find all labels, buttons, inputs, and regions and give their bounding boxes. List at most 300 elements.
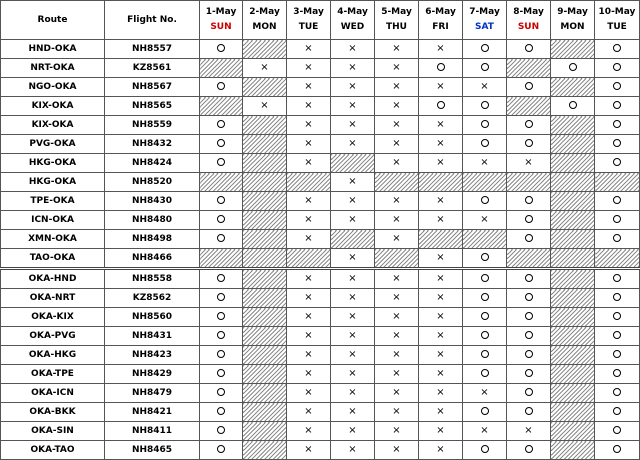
cancelled-cell <box>287 384 331 403</box>
cancelled-cell <box>419 365 463 384</box>
cross-icon: × <box>436 387 445 398</box>
flight-number-cell: KZ8562 <box>105 289 200 308</box>
route-cell: XMN-OKA <box>1 230 105 249</box>
circle-icon <box>613 274 621 282</box>
circle-icon <box>613 215 621 223</box>
cancelled-cell <box>287 230 331 249</box>
no-service-cell <box>200 249 243 269</box>
flight-number-cell: NH8423 <box>105 346 200 365</box>
no-service-cell <box>243 135 287 154</box>
operating-cell <box>463 403 507 422</box>
circle-icon <box>525 120 533 128</box>
flight-number-cell: NH8465 <box>105 441 200 460</box>
operating-cell <box>463 40 507 59</box>
cross-icon: × <box>392 444 401 455</box>
operating-cell <box>595 40 640 59</box>
cross-icon: × <box>304 233 313 244</box>
circle-icon <box>217 234 225 242</box>
date-header <box>551 1 595 40</box>
route-cell: OKA-NRT <box>1 289 105 308</box>
circle-icon <box>525 312 533 320</box>
cancelled-cell <box>419 116 463 135</box>
cancelled-cell <box>375 192 419 211</box>
circle-icon <box>217 158 225 166</box>
circle-icon <box>481 369 489 377</box>
operating-cell <box>200 403 243 422</box>
cross-icon: × <box>392 81 401 92</box>
circle-icon <box>525 293 533 301</box>
cross-icon: × <box>436 330 445 341</box>
operating-cell <box>595 59 640 78</box>
cross-icon: × <box>304 157 313 168</box>
route-cell: ICN-OKA <box>1 211 105 230</box>
cross-icon: × <box>392 214 401 225</box>
date-header <box>287 1 331 40</box>
no-service-cell <box>551 154 595 173</box>
no-service-cell <box>595 249 640 269</box>
route-header: Route <box>1 1 105 40</box>
operating-cell <box>507 384 551 403</box>
cross-icon: × <box>260 62 269 73</box>
circle-icon <box>217 445 225 453</box>
operating-cell <box>551 59 595 78</box>
route-cell: OKA-TAO <box>1 441 105 460</box>
operating-cell <box>507 78 551 97</box>
cancelled-cell <box>375 308 419 327</box>
cancelled-cell <box>331 116 375 135</box>
no-service-cell <box>243 154 287 173</box>
cancelled-cell <box>419 192 463 211</box>
weekday-label: MON <box>560 22 585 32</box>
cross-icon: × <box>392 311 401 322</box>
cancelled-cell <box>287 441 331 460</box>
table-row <box>1 269 640 289</box>
cross-icon: × <box>436 444 445 455</box>
operating-cell <box>595 441 640 460</box>
cross-icon: × <box>392 233 401 244</box>
weekday-label: MON <box>252 22 277 32</box>
flight-number-cell: NH8421 <box>105 403 200 422</box>
cross-icon: × <box>392 138 401 149</box>
operating-cell <box>200 230 243 249</box>
cancelled-cell <box>243 59 287 78</box>
cancelled-cell <box>287 403 331 422</box>
cross-icon: × <box>436 157 445 168</box>
no-service-cell <box>507 173 551 192</box>
table-row <box>1 59 640 78</box>
cancelled-cell <box>287 97 331 116</box>
cross-icon: × <box>436 119 445 130</box>
flight-number-header: Flight No. <box>105 1 200 40</box>
operating-cell <box>200 441 243 460</box>
operating-cell <box>419 97 463 116</box>
cross-icon: × <box>348 252 357 263</box>
date-label: 8-May <box>513 7 544 17</box>
operating-cell <box>200 346 243 365</box>
cross-icon: × <box>436 406 445 417</box>
cancelled-cell <box>287 211 331 230</box>
circle-icon <box>481 312 489 320</box>
cross-icon: × <box>348 100 357 111</box>
weekday-label: WED <box>340 22 365 32</box>
cancelled-cell <box>419 403 463 422</box>
route-cell: NGO-OKA <box>1 78 105 97</box>
cancelled-cell <box>331 59 375 78</box>
cross-icon: × <box>304 214 313 225</box>
no-service-cell <box>551 327 595 346</box>
operating-cell <box>200 365 243 384</box>
cross-icon: × <box>348 138 357 149</box>
cancelled-cell <box>463 211 507 230</box>
operating-cell <box>507 403 551 422</box>
no-service-cell <box>551 422 595 441</box>
cross-icon: × <box>304 330 313 341</box>
cancelled-cell <box>331 192 375 211</box>
circle-icon <box>481 253 489 261</box>
circle-icon <box>481 120 489 128</box>
table-row <box>1 403 640 422</box>
circle-icon <box>437 63 445 71</box>
cross-icon: × <box>392 100 401 111</box>
circle-icon <box>217 82 225 90</box>
cross-icon: × <box>304 387 313 398</box>
operating-cell <box>463 249 507 269</box>
circle-icon <box>613 445 621 453</box>
cancelled-cell <box>419 441 463 460</box>
operating-cell <box>200 422 243 441</box>
circle-icon <box>437 101 445 109</box>
table-row <box>1 346 640 365</box>
no-service-cell <box>463 173 507 192</box>
weekday-label: SUN <box>210 22 232 32</box>
operating-cell <box>463 289 507 308</box>
no-service-cell <box>551 116 595 135</box>
no-service-cell <box>243 327 287 346</box>
operating-cell <box>507 116 551 135</box>
table-row <box>1 40 640 59</box>
circle-icon <box>613 63 621 71</box>
no-service-cell <box>419 230 463 249</box>
no-service-cell <box>507 249 551 269</box>
cross-icon: × <box>304 43 313 54</box>
cross-icon: × <box>348 119 357 130</box>
cross-icon: × <box>480 81 489 92</box>
cancelled-cell <box>375 365 419 384</box>
cross-icon: × <box>304 349 313 360</box>
cancelled-cell <box>331 308 375 327</box>
cancelled-cell <box>331 269 375 289</box>
cross-icon: × <box>348 195 357 206</box>
route-cell: TPE-OKA <box>1 192 105 211</box>
cross-icon: × <box>436 214 445 225</box>
operating-cell <box>595 97 640 116</box>
circle-icon <box>217 196 225 204</box>
no-service-cell <box>243 78 287 97</box>
circle-icon <box>481 44 489 52</box>
cancelled-cell <box>243 97 287 116</box>
cancelled-cell <box>287 78 331 97</box>
date-label: 2-May <box>249 7 280 17</box>
date-label: 6-May <box>425 7 456 17</box>
operating-cell <box>595 365 640 384</box>
flight-number-cell: NH8520 <box>105 173 200 192</box>
operating-cell <box>463 308 507 327</box>
circle-icon <box>569 101 577 109</box>
operating-cell <box>463 441 507 460</box>
table-row <box>1 327 640 346</box>
circle-icon <box>217 293 225 301</box>
cancelled-cell <box>375 135 419 154</box>
cancelled-cell <box>331 249 375 269</box>
schedule-body <box>1 40 640 460</box>
circle-icon <box>525 445 533 453</box>
route-cell: KIX-OKA <box>1 116 105 135</box>
operating-cell <box>200 308 243 327</box>
cross-icon: × <box>480 214 489 225</box>
table-row <box>1 441 640 460</box>
cross-icon: × <box>392 425 401 436</box>
table-row <box>1 116 640 135</box>
flight-number-cell: NH8498 <box>105 230 200 249</box>
circle-icon <box>613 350 621 358</box>
table-row <box>1 230 640 249</box>
cancelled-cell <box>287 346 331 365</box>
cross-icon: × <box>436 252 445 263</box>
cancelled-cell <box>375 269 419 289</box>
flight-number-cell: KZ8561 <box>105 59 200 78</box>
operating-cell <box>507 40 551 59</box>
weekday-label: TUE <box>298 22 319 32</box>
flight-number-cell: NH8479 <box>105 384 200 403</box>
no-service-cell <box>375 173 419 192</box>
cancelled-cell <box>463 422 507 441</box>
operating-cell <box>507 269 551 289</box>
cancelled-cell <box>375 40 419 59</box>
cancelled-cell <box>287 365 331 384</box>
table-row <box>1 97 640 116</box>
no-service-cell <box>243 384 287 403</box>
cross-icon: × <box>348 176 357 187</box>
no-service-cell <box>507 97 551 116</box>
circle-icon <box>613 234 621 242</box>
operating-cell <box>463 365 507 384</box>
no-service-cell <box>243 403 287 422</box>
cross-icon: × <box>392 157 401 168</box>
route-cell: HKG-OKA <box>1 173 105 192</box>
circle-icon <box>217 120 225 128</box>
operating-cell <box>507 135 551 154</box>
date-label: 5-May <box>381 7 412 17</box>
operating-cell <box>507 441 551 460</box>
route-cell: OKA-TPE <box>1 365 105 384</box>
cancelled-cell <box>331 40 375 59</box>
cross-icon: × <box>348 387 357 398</box>
weekday-label: TUE <box>607 22 627 32</box>
circle-icon <box>613 82 621 90</box>
no-service-cell <box>551 269 595 289</box>
cancelled-cell <box>287 192 331 211</box>
flight-number-cell: NH8432 <box>105 135 200 154</box>
circle-icon <box>525 215 533 223</box>
cancelled-cell <box>419 384 463 403</box>
cross-icon: × <box>392 273 401 284</box>
flight-number-cell: NH8431 <box>105 327 200 346</box>
flight-number-cell: NH8560 <box>105 308 200 327</box>
cancelled-cell <box>419 249 463 269</box>
circle-icon <box>481 350 489 358</box>
no-service-cell <box>243 192 287 211</box>
circle-icon <box>525 369 533 377</box>
cancelled-cell <box>287 289 331 308</box>
cancelled-cell <box>287 135 331 154</box>
operating-cell <box>507 192 551 211</box>
cancelled-cell <box>287 154 331 173</box>
no-service-cell <box>243 230 287 249</box>
date-label: 9-May <box>557 7 588 17</box>
cross-icon: × <box>392 349 401 360</box>
no-service-cell <box>243 308 287 327</box>
cross-icon: × <box>480 157 489 168</box>
no-service-cell <box>595 173 640 192</box>
circle-icon <box>481 445 489 453</box>
cross-icon: × <box>392 195 401 206</box>
cancelled-cell <box>419 211 463 230</box>
cancelled-cell <box>463 384 507 403</box>
cancelled-cell <box>463 154 507 173</box>
circle-icon <box>613 407 621 415</box>
table-row <box>1 422 640 441</box>
no-service-cell <box>200 97 243 116</box>
operating-cell <box>463 192 507 211</box>
cancelled-cell <box>375 441 419 460</box>
circle-icon <box>481 407 489 415</box>
cross-icon: × <box>436 81 445 92</box>
cancelled-cell <box>331 365 375 384</box>
no-service-cell <box>551 346 595 365</box>
no-service-cell <box>551 308 595 327</box>
cancelled-cell <box>331 173 375 192</box>
no-service-cell <box>331 230 375 249</box>
cancelled-cell <box>419 289 463 308</box>
cancelled-cell <box>287 40 331 59</box>
no-service-cell <box>551 40 595 59</box>
route-cell: OKA-BKK <box>1 403 105 422</box>
cross-icon: × <box>392 43 401 54</box>
cancelled-cell <box>507 422 551 441</box>
circle-icon <box>569 63 577 71</box>
operating-cell <box>595 346 640 365</box>
route-cell: HND-OKA <box>1 40 105 59</box>
no-service-cell <box>551 289 595 308</box>
no-service-cell <box>463 230 507 249</box>
operating-cell <box>463 135 507 154</box>
cancelled-cell <box>331 441 375 460</box>
circle-icon <box>217 407 225 415</box>
cross-icon: × <box>392 292 401 303</box>
operating-cell <box>463 346 507 365</box>
route-cell: OKA-KIX <box>1 308 105 327</box>
flight-number-cell: NH8466 <box>105 249 200 269</box>
circle-icon <box>525 350 533 358</box>
cancelled-cell <box>419 40 463 59</box>
cross-icon: × <box>348 406 357 417</box>
cancelled-cell <box>507 154 551 173</box>
operating-cell <box>595 269 640 289</box>
date-header <box>331 1 375 40</box>
cross-icon: × <box>524 425 533 436</box>
operating-cell <box>595 116 640 135</box>
cross-icon: × <box>348 311 357 322</box>
weekday-label: SUN <box>517 22 540 32</box>
operating-cell <box>200 327 243 346</box>
operating-cell <box>200 269 243 289</box>
operating-cell <box>463 269 507 289</box>
cross-icon: × <box>348 273 357 284</box>
route-cell: TAO-OKA <box>1 249 105 269</box>
cancelled-cell <box>331 422 375 441</box>
cross-icon: × <box>304 100 313 111</box>
circle-icon <box>613 196 621 204</box>
cross-icon: × <box>348 444 357 455</box>
date-header <box>200 1 243 40</box>
circle-icon <box>525 388 533 396</box>
circle-icon <box>481 274 489 282</box>
circle-icon <box>613 293 621 301</box>
table-row <box>1 211 640 230</box>
operating-cell <box>200 78 243 97</box>
no-service-cell <box>331 154 375 173</box>
operating-cell <box>200 211 243 230</box>
circle-icon <box>481 196 489 204</box>
operating-cell <box>595 230 640 249</box>
cancelled-cell <box>375 97 419 116</box>
operating-cell <box>595 135 640 154</box>
cancelled-cell <box>375 59 419 78</box>
operating-cell <box>200 40 243 59</box>
table-row <box>1 78 640 97</box>
operating-cell <box>200 384 243 403</box>
cancelled-cell <box>331 346 375 365</box>
circle-icon <box>217 388 225 396</box>
cross-icon: × <box>304 292 313 303</box>
cross-icon: × <box>436 368 445 379</box>
cross-icon: × <box>348 368 357 379</box>
table-row <box>1 308 640 327</box>
cross-icon: × <box>392 330 401 341</box>
weekday-label: THU <box>386 22 407 32</box>
operating-cell <box>507 308 551 327</box>
cross-icon: × <box>436 311 445 322</box>
circle-icon <box>525 139 533 147</box>
circle-icon <box>525 407 533 415</box>
cross-icon: × <box>480 387 489 398</box>
operating-cell <box>595 211 640 230</box>
circle-icon <box>217 331 225 339</box>
cross-icon: × <box>392 406 401 417</box>
circle-icon <box>525 234 533 242</box>
cross-icon: × <box>304 195 313 206</box>
cancelled-cell <box>419 78 463 97</box>
date-label: 1-May <box>205 7 237 17</box>
operating-cell <box>595 192 640 211</box>
cancelled-cell <box>419 308 463 327</box>
circle-icon <box>481 293 489 301</box>
circle-icon <box>525 44 533 52</box>
operating-cell <box>463 97 507 116</box>
cancelled-cell <box>419 269 463 289</box>
cross-icon: × <box>348 43 357 54</box>
no-service-cell <box>243 211 287 230</box>
